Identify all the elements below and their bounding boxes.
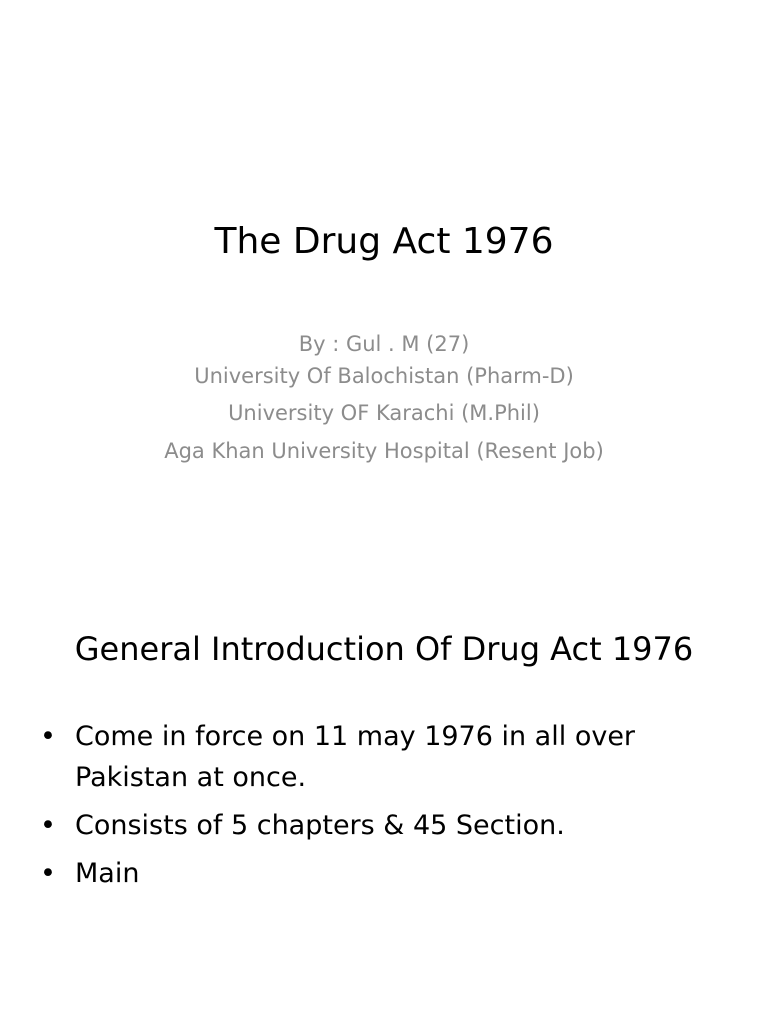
bullet-list [40, 716, 720, 901]
slide-title: General Introduction Of Drug Act 1976 [74, 630, 694, 668]
bullet-text: Main [75, 858, 140, 889]
bullet-item [40, 805, 720, 846]
affiliation-line-1: University Of Balochistan (Pharm-D) [194, 364, 574, 388]
introduction-slide [0, 576, 768, 1024]
bullet-item [40, 716, 720, 798]
bullet-text: Consists of 5 chapters & 45 Section. [75, 810, 565, 841]
bullet-item [40, 853, 720, 894]
bullet-dot-icon: • [40, 858, 56, 889]
slide-title: The Drug Act 1976 [214, 221, 554, 262]
affiliation-line-3: Aga Khan University Hospital (Resent Job) [164, 439, 604, 463]
affiliation-line-2: University OF Karachi (M.Phil) [228, 401, 540, 425]
bullet-dot-icon: • [40, 721, 56, 752]
author-line: By : Gul . M (27) [298, 332, 470, 356]
bullet-dot-icon: • [40, 810, 56, 841]
bullet-text: Come in force on 11 may 1976 in all over Pakistan at once. [75, 721, 636, 793]
